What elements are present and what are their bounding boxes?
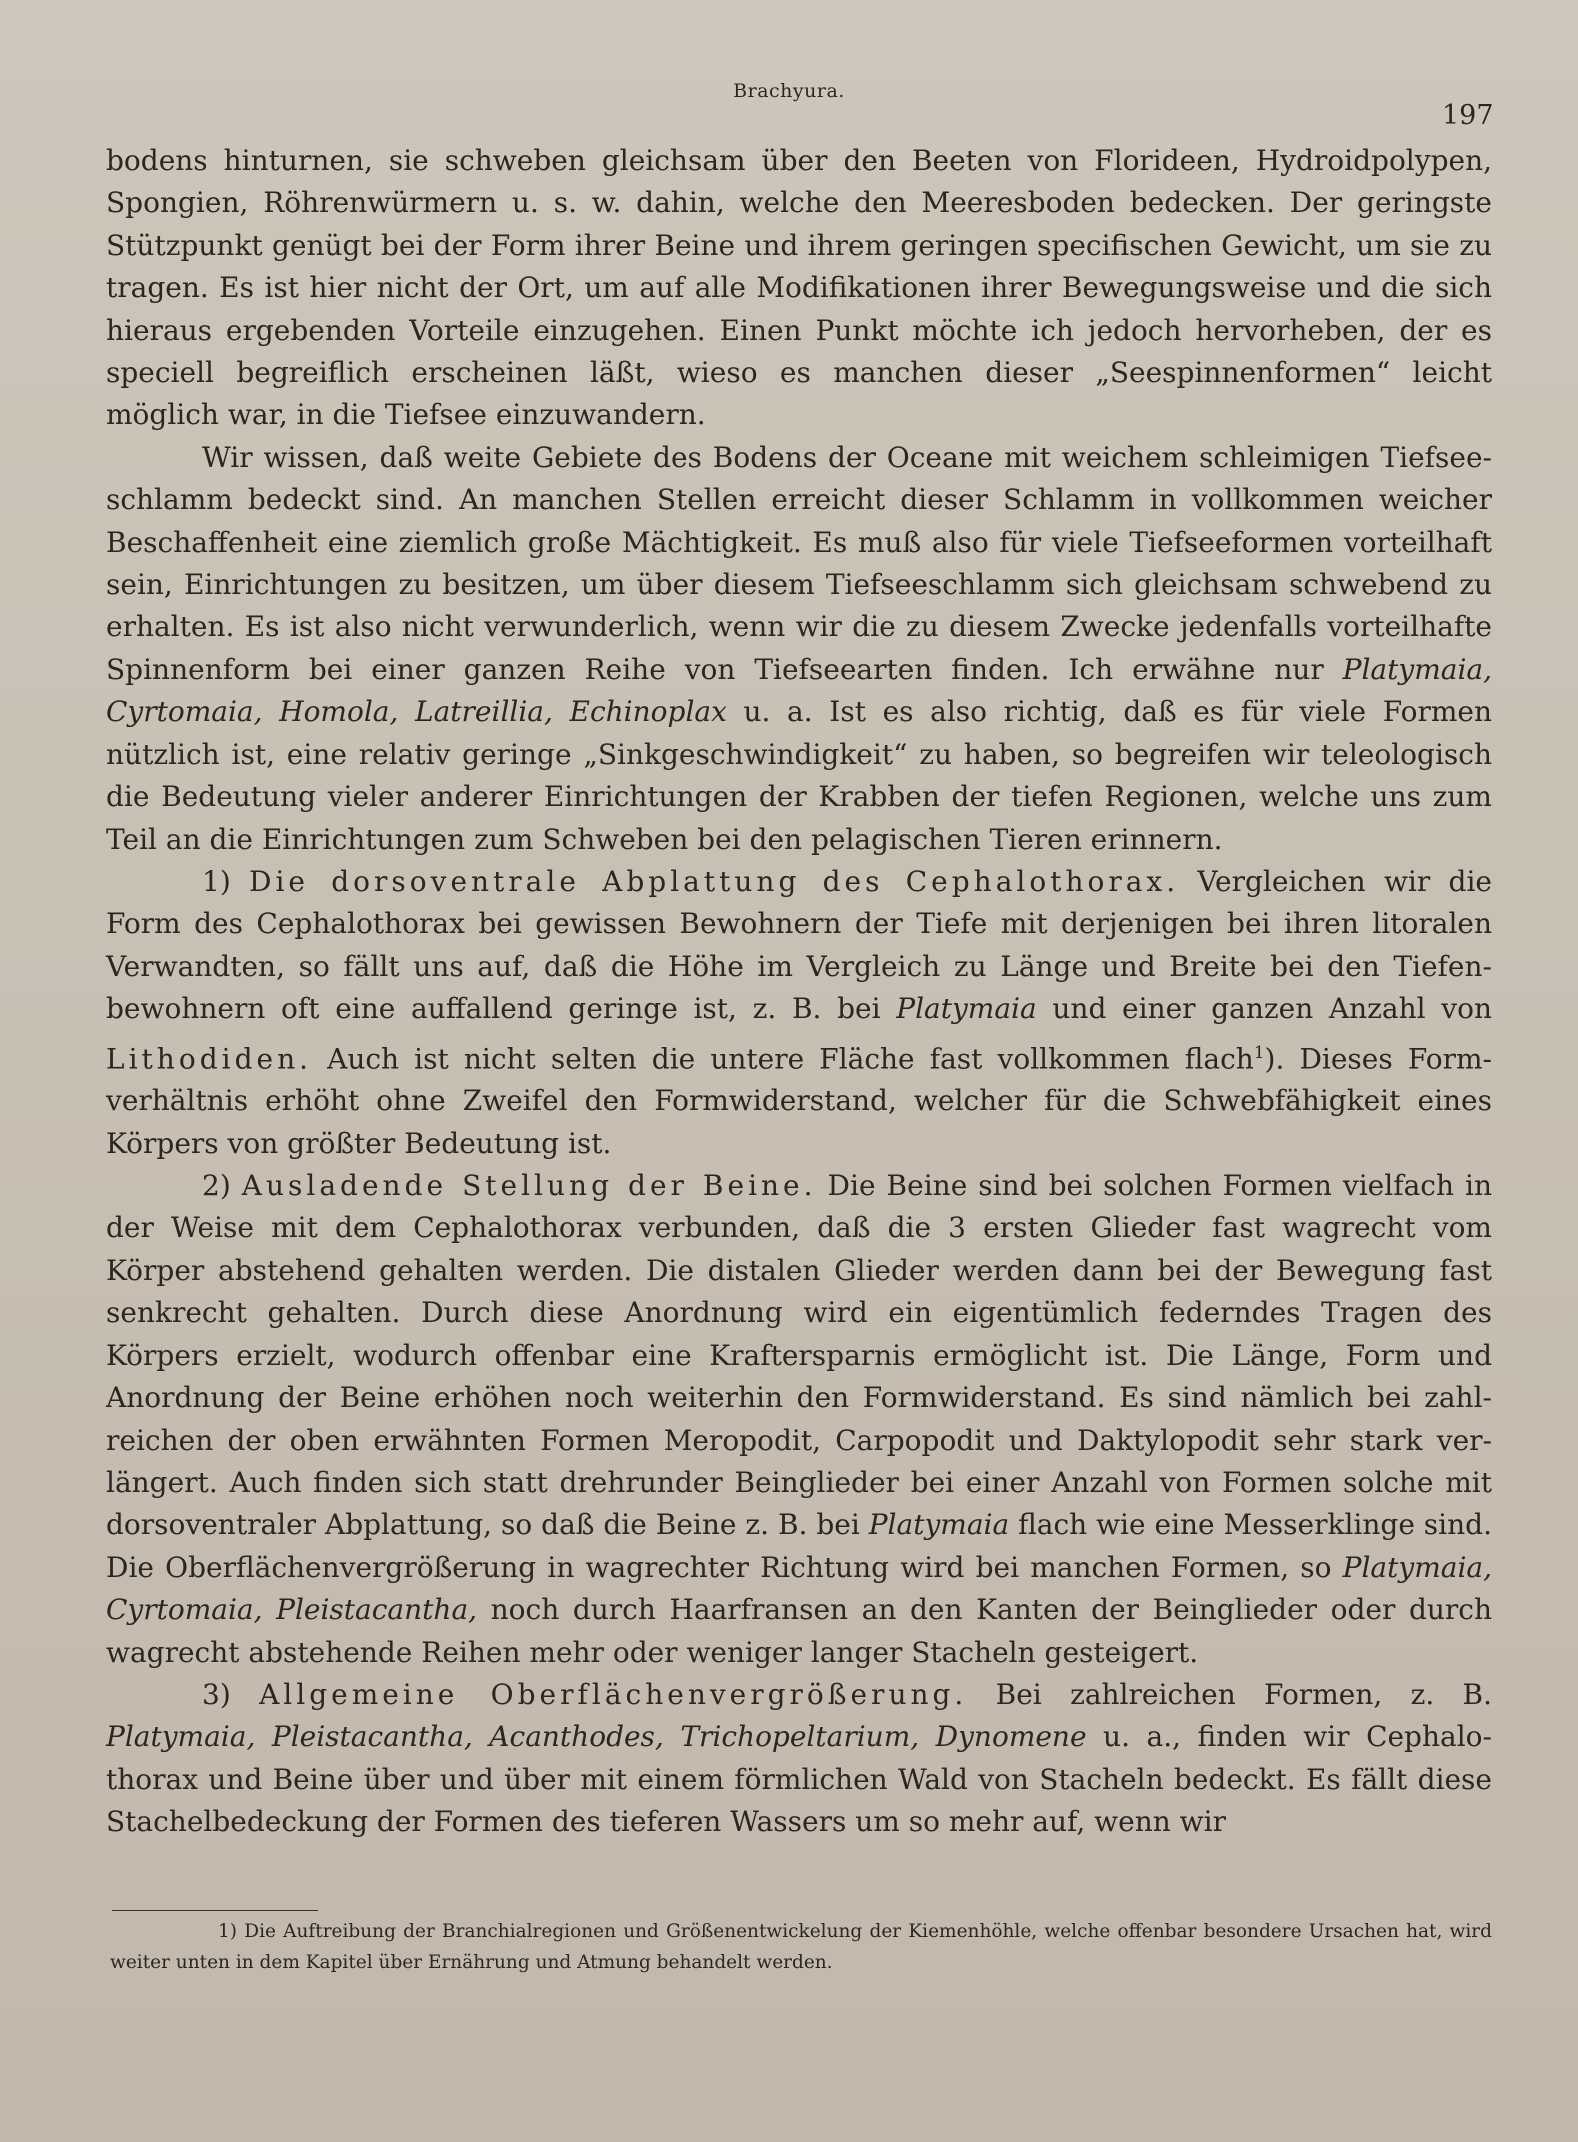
species-name: Platymaia [868, 1508, 1010, 1542]
text-run: Wir wissen, daß weite Gebiete des Bodens der Oceane mit weichem schleimigen Tiefseeschlamm bedeckt sind. An manchen Stellen erreicht dieser Schlamm in vollkommen weicher Beschaffenheit eine ziemlich große Mächtigkeit. Es muß also für viele Tiefseeformen vorteilhaft sein, Einrichtungen zu besitzen, um über diesem Tiefseeschlamm sich gleichsam schwebend zu erhalten. Es ist also nicht verwunderlich, wenn wir die zu diesem Zwecke jedenfalls vorteilhafte Spinnenform bei einer ganzen Reihe von Tiefseearten finden. Ich erwähne nur [106, 440, 1492, 686]
text-run: u. a., finden wir Cephalothorax und Beine über und über mit einem förmlichen Wald von Stacheln bedeckt. Es fällt diese Stachelbedeckung der Formen des tieferen Wassers um so mehr auf, wenn wir [106, 1720, 1492, 1839]
page-number: 197 [1442, 100, 1494, 131]
text-run: Auch ist nicht selten die untere Fläche fast vollkommen flach [312, 1041, 1254, 1075]
species-name: Platymaia, Pleistacantha, Acanthodes, Trichopeltarium, Dynomene [106, 1720, 1087, 1754]
text-run: 3) [202, 1677, 260, 1711]
species-name: Platymaia, Cyrtomaia, Pleistacantha, [106, 1550, 1492, 1627]
footnote [110, 1916, 1492, 1978]
text-run: Die Beine sind bei solchen Formen vielfach in der Weise mit dem Cephalothorax verbunden, daß die 3 ersten Glieder fast wagrecht vom Körper abstehend gehalten werden. Die distalen Glieder werden dann bei der Bewegung fast senkrecht gehalten. Durch diese Anordnung wird ein eigentümlich federndes Tragen des Körpers erzielt, wodurch offenbar eine Kraftersparnis ermöglicht ist. Die Länge, Form und Anordnung der Beine erhöhen noch weiterhin den Formwiderstand. Es sind nämlich bei zahlreichen der oben erwähnten Formen Meropodit, Carpopodit und Daktylopodit sehr stark verlängert. Auch finden sich statt drehrunder Beinglieder bei einer Anzahl von Formen solche mit dorsoventraler Abplattung, so daß die Beine z. B. bei [106, 1169, 1492, 1542]
text-run: flach wie eine Messerklinge sind. Die Oberflächenvergrößerung in wagrechter Richtung wird bei manchen Formen, so [106, 1508, 1492, 1584]
text-run: Bei zahlreichen Formen, z. B. [967, 1677, 1493, 1711]
spaced-heading: Allgemeine Oberflächenvergrößerung. [259, 1677, 968, 1711]
text-run: Vergleichen wir die Form des Cephalothorax bei gewissen Bewohnern der Tiefe mit derjenigen bei ihren litoralen Verwandten, so fällt uns auf, daß die Höhe im Vergleich zu Länge und Breite bei den Tiefenbewohnern oft eine auffallend geringe ist, z. B. bei [106, 864, 1492, 1026]
text-run: 2) [202, 1169, 242, 1203]
text-run: u. a. Ist es also richtig, daß es für viele Formen nützlich ist, eine relativ geringe „Sinkgeschwindigkeit“ zu haben, so begreifen wir teleologisch die Bedeutung vieler anderer Einrichtungen der Krabben der tiefen Regionen, welche uns zum Teil an die Einrichtungen zum Schweben bei den pelagischen Tieren erinnern. [106, 695, 1493, 856]
text-run: 1) [202, 864, 249, 898]
paragraph [106, 437, 1492, 861]
spaced-heading: Lithodiden. [106, 1041, 312, 1075]
body-text [106, 140, 1492, 1844]
text-run: und einer ganzen Anzahl von [1036, 992, 1492, 1026]
footnote-marker: 1) [218, 1921, 237, 1942]
footnote-rule [112, 1910, 318, 1911]
text-run: noch durch Haarfransen an den Kanten der Beinglieder oder durch wagrecht abstehende Reihen mehr oder weniger langer Stacheln gesteigert. [106, 1593, 1492, 1669]
paragraph [106, 1165, 1492, 1674]
spaced-heading: Ausladende Stellung der Beine. [241, 1169, 817, 1203]
species-name: Platymaia, Cyrtomaia, Homola, Latreillia, Echinoplax [106, 652, 1492, 729]
spaced-heading: Die dorsoventrale Abplattung des Cephalothorax. [249, 864, 1180, 898]
running-head: Brachyura. [733, 80, 845, 102]
footnote-text: Die Auftreibung der Branchialregionen und Größenentwickelung der Kiemenhöhle, welche offenbar besondere Ursachen hat, wird weiter unten in dem Kapitel über Ernährung und Atmung behandelt werden. [110, 1921, 1492, 1973]
footnote-ref: 1 [1253, 1041, 1265, 1062]
paragraph [106, 1674, 1492, 1844]
text-run: ). Dieses Formverhältnis erhöht ohne Zweifel den Formwiderstand, welcher für die Schwebfähigkeit eines Körpers von größter Bedeutung ist. [106, 1041, 1492, 1160]
paragraph [106, 140, 1492, 437]
species-name: Platymaia [896, 992, 1037, 1026]
paragraph [106, 861, 1492, 1165]
text-run: bodens hinturnen, sie schweben gleichsam über den Beeten von Florideen, Hydroidpolypen, Spongien, Röhrenwürmern u. s. w. dahin, welche den Meeresboden bedecken. Der geringste Stützpunkt genügt bei der Form ihrer Beine und ihrem geringen specifischen Gewicht, um sie zu tragen. Es ist hier nicht der Ort, um auf alle Modifikationen ihrer Bewegungsweise und die sich hieraus ergebenden Vorteile einzugehen. Einen Punkt möchte ich jedoch hervorheben, der es speciell begreiflich erscheinen läßt, wieso es manchen dieser „Seespinnenformen“ leicht möglich war, in die Tiefsee einzuwandern. [106, 144, 1492, 432]
